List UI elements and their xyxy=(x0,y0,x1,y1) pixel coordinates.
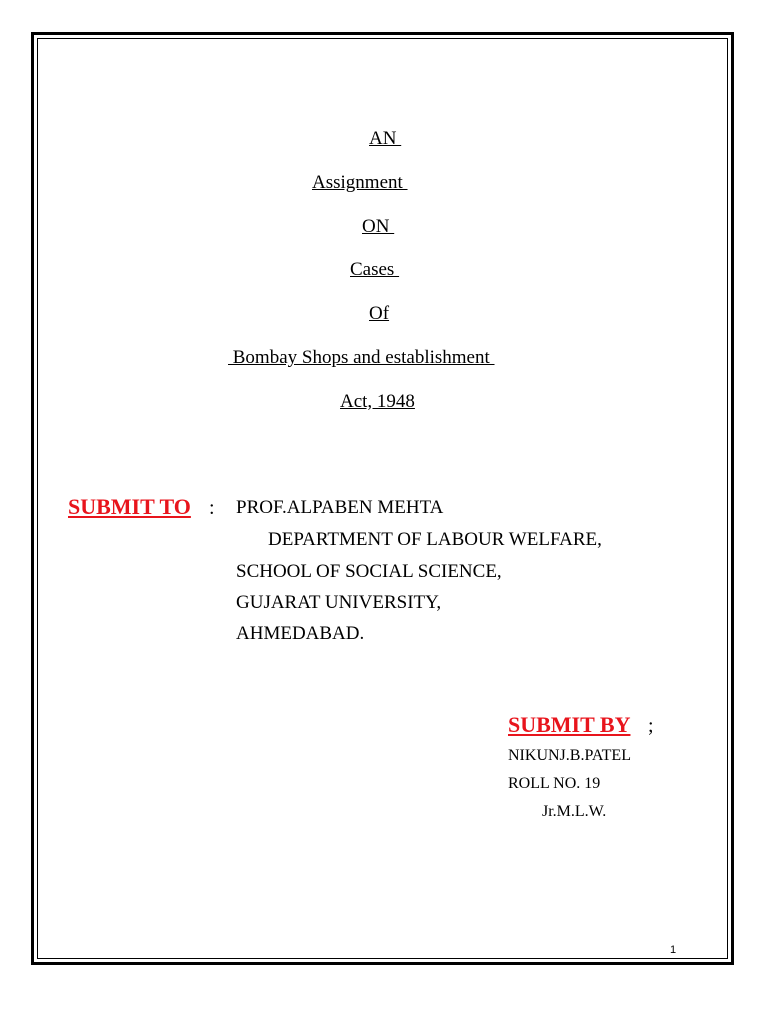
recipient-department: DEPARTMENT OF LABOUR WELFARE, xyxy=(268,529,602,550)
recipient-name: PROF.ALPABEN MEHTA xyxy=(236,497,444,518)
title-line-subject: Bombay Shops and establishment xyxy=(228,347,495,368)
author-program: Jr.M.L.W. xyxy=(542,803,607,820)
title-line-on: ON xyxy=(362,216,395,237)
recipient-city: AHMEDABAD. xyxy=(236,623,365,644)
author-name: NIKUNJ.B.PATEL xyxy=(508,747,631,764)
title-line-an: AN xyxy=(369,128,402,149)
title-line-assignment: Assignment xyxy=(312,172,408,193)
author-roll-number: ROLL NO. 19 xyxy=(508,775,601,792)
submit-by-semicolon: ; xyxy=(648,715,654,737)
title-line-year: Act, 1948 xyxy=(340,391,415,412)
title-line-of: Of xyxy=(369,303,390,324)
submit-to-label: SUBMIT TO xyxy=(68,494,191,519)
recipient-university: GUJARAT UNIVERSITY, xyxy=(236,592,442,613)
page-number: 1 xyxy=(670,944,677,956)
recipient-school: SCHOOL OF SOCIAL SCIENCE, xyxy=(236,561,502,582)
submit-by-label: SUBMIT BY xyxy=(508,712,631,737)
title-line-cases: Cases xyxy=(350,259,400,280)
submit-to-colon: : xyxy=(209,497,215,519)
